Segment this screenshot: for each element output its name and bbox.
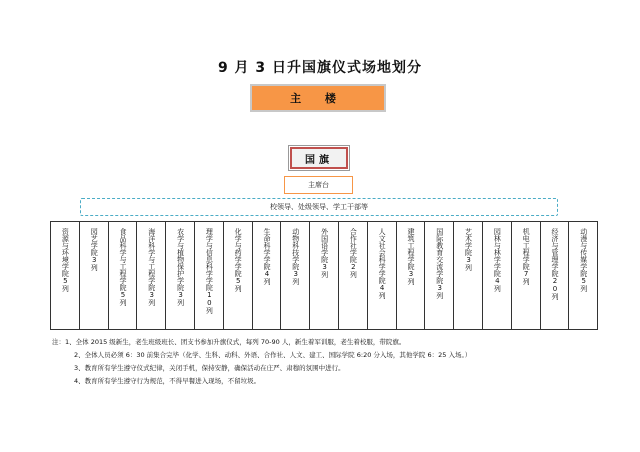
college-label: 农学与植物保护学院3列 <box>176 228 185 306</box>
college-label: 人文社会科学学院4列 <box>378 228 387 299</box>
college-column <box>253 221 282 330</box>
page-title: 9 月 3 日升国旗仪式场地划分 <box>217 60 423 76</box>
college-label: 园林与林学学院4列 <box>493 228 502 292</box>
college-label: 动物科技学院3列 <box>291 228 300 285</box>
college-column <box>397 221 426 330</box>
college-column <box>109 221 138 330</box>
college-label: 机电工程学院7列 <box>522 228 531 285</box>
college-column <box>541 221 570 330</box>
college-column <box>51 221 80 330</box>
college-label: 建筑工程学院3列 <box>406 228 415 285</box>
college-column <box>512 221 541 330</box>
main-building-box: 主 楼 <box>250 84 386 112</box>
college-column <box>368 221 397 330</box>
college-column <box>281 221 310 330</box>
college-label: 生命科学学院4列 <box>262 228 271 285</box>
college-label: 理学与信息科学学院10列 <box>205 228 214 314</box>
college-label: 园艺学院3列 <box>90 228 99 271</box>
college-column <box>483 221 512 330</box>
college-column <box>137 221 166 330</box>
college-label: 资源与环境学院5列 <box>61 228 70 292</box>
college-label: 合作社学院2列 <box>349 228 358 278</box>
college-label: 化学与药学学院5列 <box>234 228 243 292</box>
college-label: 动漫与传媒学院5列 <box>579 228 588 292</box>
college-label: 国际教育交流学院3列 <box>435 228 444 299</box>
college-label: 食品科学与工程学院5列 <box>118 228 127 306</box>
rostrum-box: 主席台 <box>284 176 353 194</box>
flag-box: 国旗 <box>290 147 348 169</box>
college-column <box>80 221 109 330</box>
note-4: 4、教育所有学生遵守行为规范，不得早餐进入现场，不留垃圾。 <box>74 377 261 385</box>
college-label: 经济与管理学院20列 <box>550 228 559 300</box>
note-2: 2、全体人员必须 6：30 前集合完毕（化学、生科、动科、外语、合作社、人文、建工、国际学院 6:20 分入场，其他学院 6：25 入场。） <box>74 351 472 359</box>
college-column <box>454 221 483 330</box>
notes <box>52 336 632 388</box>
college-label: 海洋科学与工程学院3列 <box>147 228 156 306</box>
college-column <box>166 221 195 330</box>
college-label: 艺术学院3列 <box>464 228 473 271</box>
college-column <box>425 221 454 330</box>
college-column <box>339 221 368 330</box>
note-1: 注：1、全体 2015 级新生，老生班级班长、团支书参加升旗仪式，每列 70-90 人，新生着军训服，老生着校服，带院旗。 <box>52 338 406 346</box>
college-label: 外国语学院3列 <box>320 228 329 278</box>
college-column <box>310 221 339 330</box>
note-3: 3、教育所有学生遵守仪式纪律，关闭手机，保持安静，确保活动在庄严、肃穆的氛围中进行。 <box>74 364 345 372</box>
leaders-area: 校领导、处级领导、学工干部等 <box>80 198 558 216</box>
college-column <box>195 221 224 330</box>
college-columns <box>50 221 598 330</box>
college-column <box>224 221 253 330</box>
college-column <box>569 221 598 330</box>
